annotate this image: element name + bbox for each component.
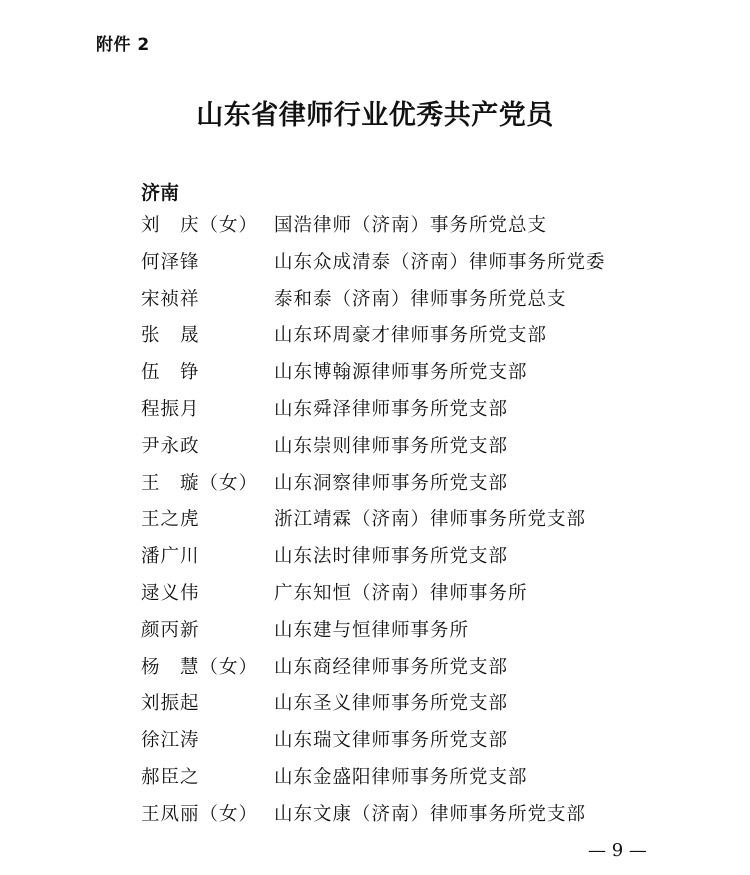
list-item: [141, 723, 661, 760]
section-heading: 济南: [141, 182, 180, 204]
member-organization: 山东众成清泰（济南）律师事务所党委: [274, 251, 606, 273]
member-name: 刘振起: [141, 693, 200, 715]
list-item: [141, 502, 661, 539]
attachment-label: 附件 2: [96, 35, 150, 55]
member-name: 刘 庆（女）: [141, 215, 259, 236]
list-item: [141, 355, 661, 392]
member-name: 程振月: [141, 398, 200, 420]
member-name: 王之虎: [141, 509, 200, 531]
member-organization: 山东舜泽律师事务所党支部: [274, 398, 509, 420]
list-item: [141, 576, 661, 613]
member-organization: 山东建与恒律师事务所: [274, 619, 470, 641]
member-name: 王凤丽（女）: [141, 803, 259, 825]
member-organization: 山东洞察律师事务所党支部: [274, 472, 509, 494]
list-item: [141, 613, 661, 650]
member-name: 宋祯祥: [141, 288, 200, 310]
member-name: 颜丙新: [141, 619, 200, 641]
member-organization: 山东金盛阳律师事务所党支部: [274, 766, 528, 788]
member-organization: 广东知恒（济南）律师事务所: [274, 582, 528, 604]
member-organization: 山东崇则律师事务所党支部: [274, 435, 509, 457]
member-name: 郝臣之: [141, 766, 200, 788]
page-number: — 9 —: [588, 840, 647, 861]
member-organization: 国浩律师（济南）事务所党总支: [274, 215, 548, 236]
member-organization: 山东商经律师事务所党支部: [274, 656, 509, 678]
list-item: [141, 208, 661, 245]
list-item: [141, 466, 661, 503]
member-name: 杨 慧（女）: [141, 656, 259, 678]
member-name: 逯义伟: [141, 582, 200, 604]
member-name: 尹永政: [141, 435, 200, 457]
member-organization: 山东博翰源律师事务所党支部: [274, 362, 528, 384]
list-item: [141, 392, 661, 429]
list-item: [141, 282, 661, 319]
member-organization: 山东瑞文律师事务所党支部: [274, 730, 509, 752]
list-item: [141, 245, 661, 282]
member-organization: 泰和泰（济南）律师事务所党总支: [274, 288, 567, 310]
list-item: [141, 539, 661, 576]
list-item: [141, 429, 661, 466]
member-name: 何泽锋: [141, 251, 200, 273]
list-item: [141, 686, 661, 723]
member-organization: 山东圣义律师事务所党支部: [274, 693, 509, 715]
member-organization: 山东环周豪才律师事务所党支部: [274, 325, 548, 347]
member-name: 伍 铮: [141, 362, 200, 384]
list-item: [141, 650, 661, 687]
member-organization: 山东文康（济南）律师事务所党支部: [274, 803, 587, 825]
list-item: [141, 318, 661, 355]
member-organization: 山东法时律师事务所党支部: [274, 546, 509, 568]
member-list: [141, 208, 661, 834]
member-name: 徐江涛: [141, 730, 200, 752]
list-item: [141, 760, 661, 797]
member-name: 王 璇（女）: [141, 472, 259, 494]
member-name: 潘广川: [141, 546, 200, 568]
list-item: [141, 797, 661, 834]
member-name: 张 晟: [141, 325, 200, 347]
document-title: 山东省律师行业优秀共产党员: [196, 100, 554, 131]
member-organization: 浙江靖霖（济南）律师事务所党支部: [274, 509, 587, 531]
